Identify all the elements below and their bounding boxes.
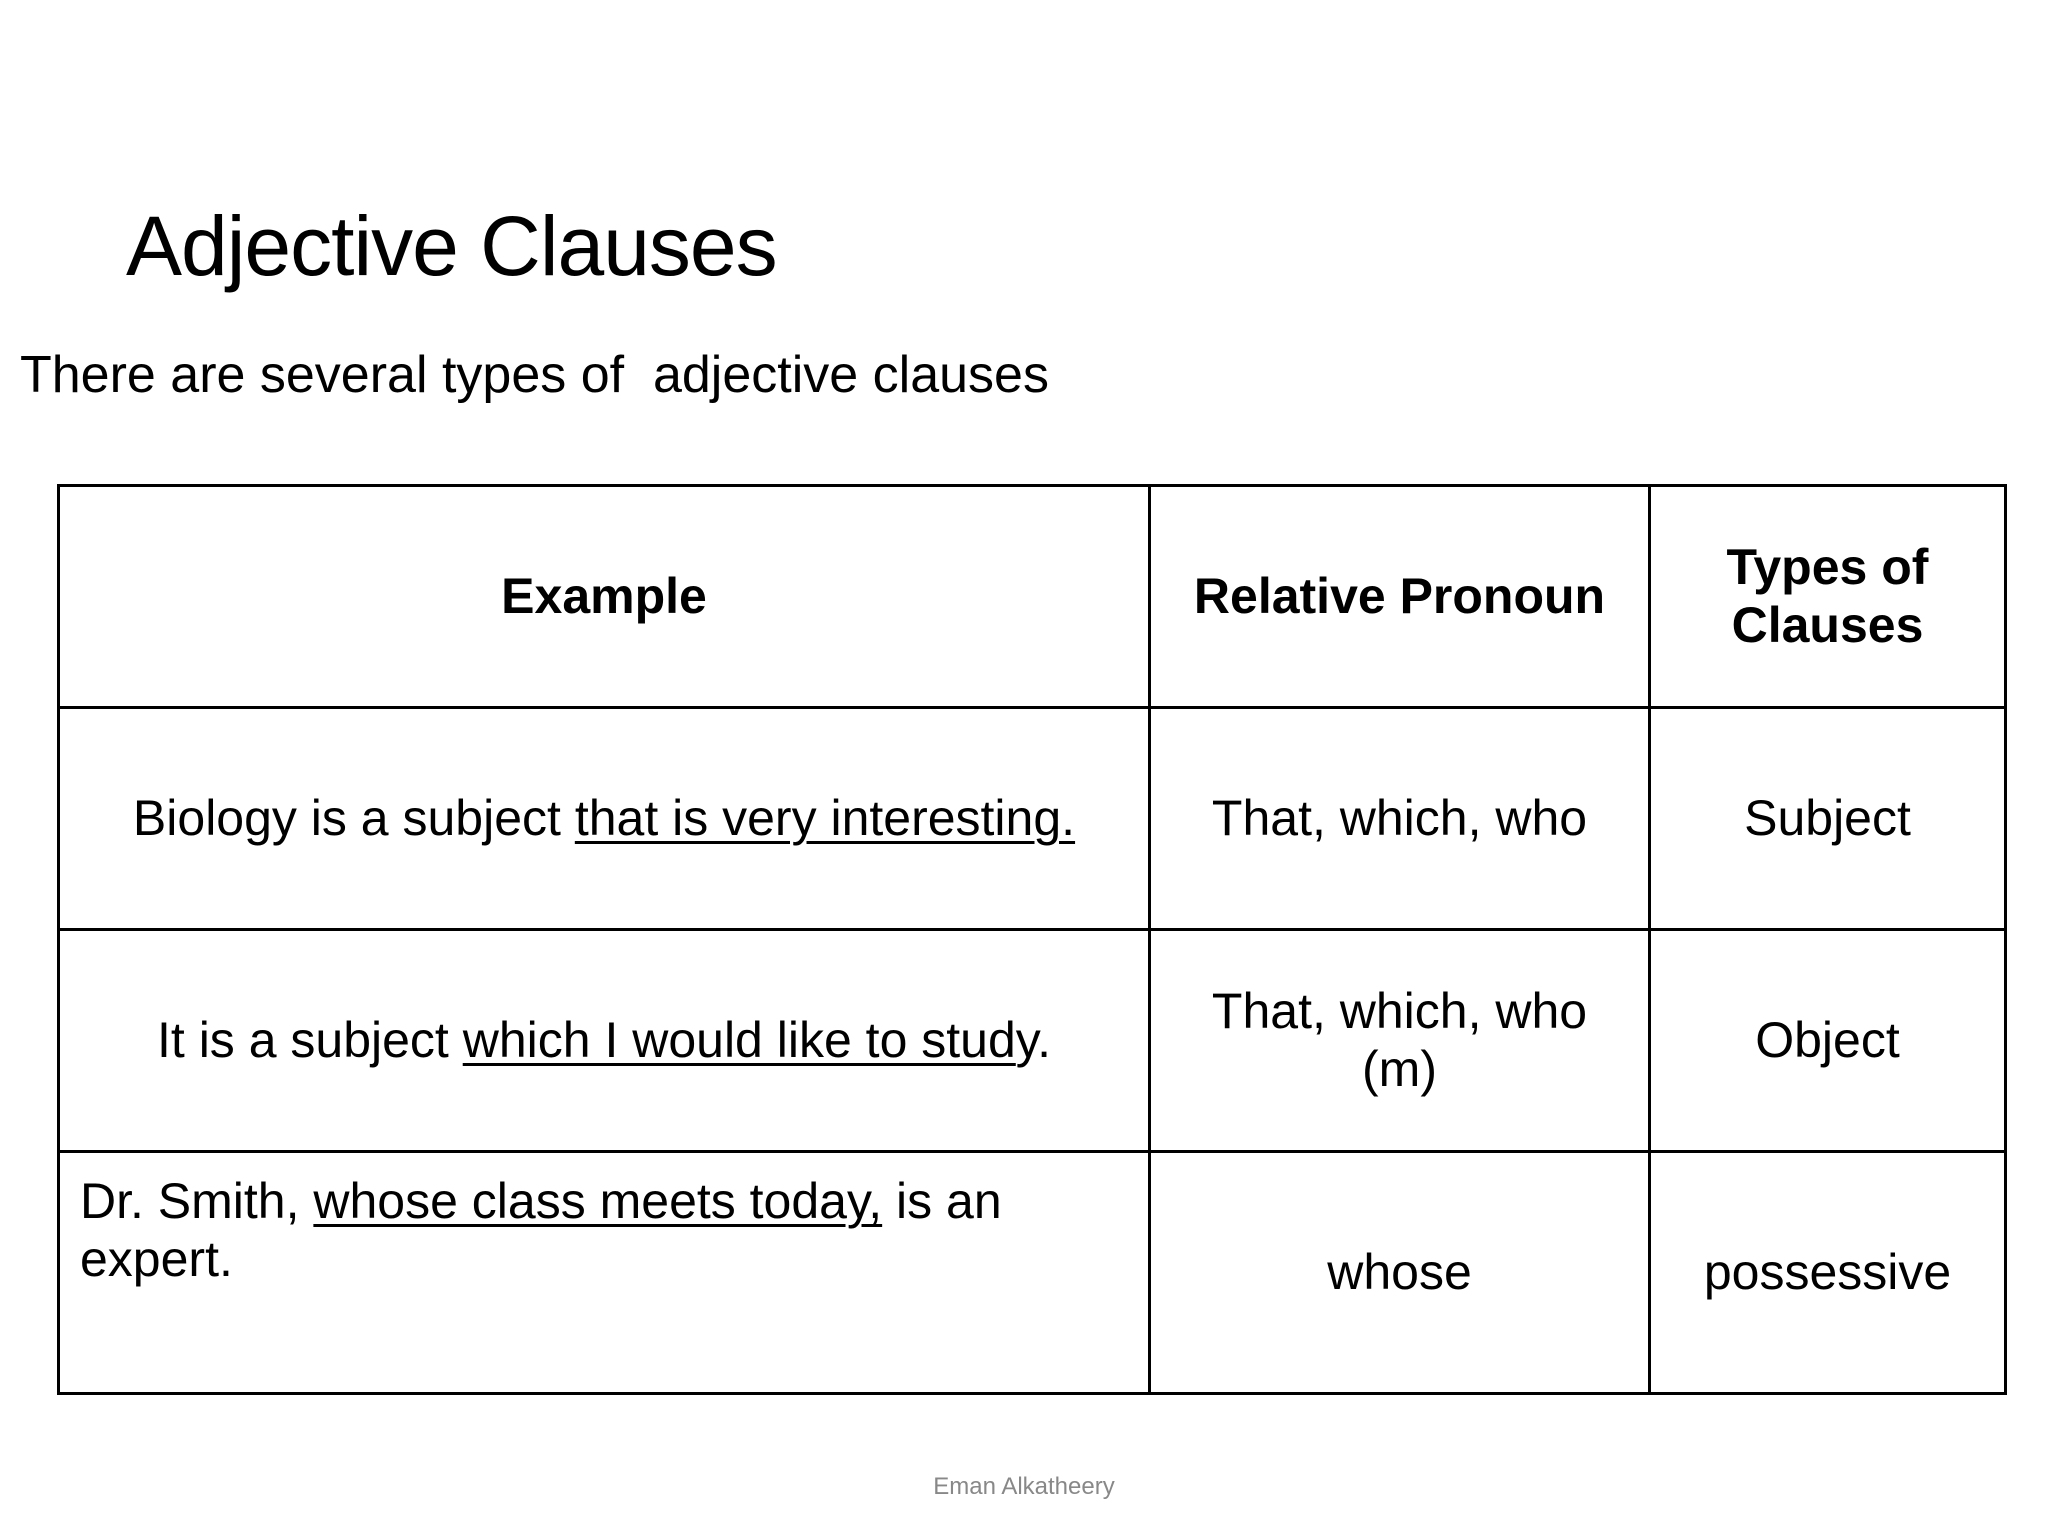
example-cell	[59, 1152, 1150, 1394]
example-clause: that is very interesting.	[574, 789, 1076, 846]
pronoun-cell	[1150, 1152, 1650, 1394]
table-row	[59, 1152, 2006, 1394]
pronoun-cell	[1150, 708, 1650, 930]
example-clause: which I would like to stud	[462, 1011, 1016, 1068]
example-clause: whose class meets today,	[313, 1173, 883, 1229]
footer-author: Eman Alkatheery	[933, 1473, 1115, 1500]
example-cell	[59, 930, 1150, 1152]
table-row	[59, 708, 2006, 930]
header-types-of-clauses: Types of Clauses	[1650, 486, 2006, 708]
example-text: Biology is a subject	[132, 789, 575, 846]
clauses-table	[57, 484, 2007, 1395]
clause-type-cell: Subject	[1650, 708, 2006, 930]
pronoun-text-line2: (m)	[1362, 1040, 1437, 1097]
table-header-row	[59, 486, 2006, 708]
pronoun-text: That, which, who	[1211, 789, 1588, 846]
example-cell	[59, 708, 1150, 930]
example-text: It is a subject	[157, 1011, 463, 1068]
example-text-end: is an expert.	[80, 1173, 1002, 1287]
clause-type-cell: Object	[1650, 930, 2006, 1152]
clause-type-cell: possessive	[1650, 1152, 2006, 1394]
pronoun-text: That, which, who	[1211, 983, 1588, 1039]
table-row	[59, 930, 2006, 1152]
pronoun-text: whose	[1327, 1243, 1472, 1300]
slide-title: Adjective Clauses	[126, 199, 777, 293]
slide-subtitle: There are several types of adjective clauses	[20, 346, 1049, 404]
header-relative-pronoun: Relative Pronoun	[1150, 486, 1650, 708]
example-text: Dr. Smith,	[80, 1173, 314, 1229]
pronoun-cell	[1150, 930, 1650, 1152]
example-text-end: y.	[1015, 1011, 1051, 1068]
header-example: Example	[59, 486, 1150, 708]
